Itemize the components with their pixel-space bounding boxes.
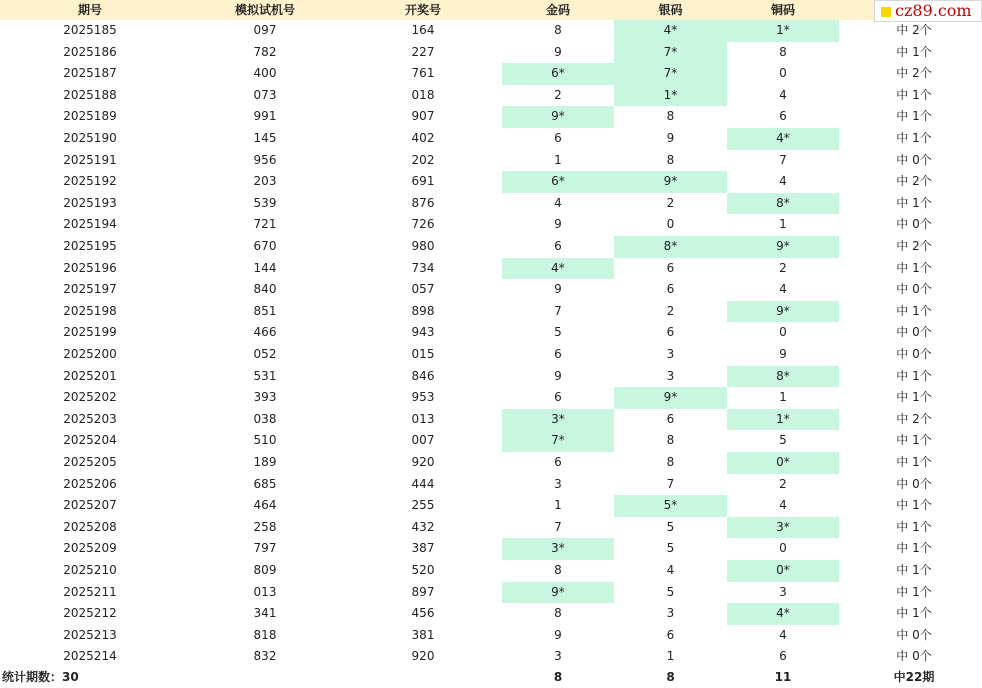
cell-draw-number: 007 (411, 433, 435, 448)
cell-trial-number: 393 (253, 390, 277, 405)
cell-silver: 5 (666, 584, 675, 599)
cell-gold: 8 (554, 606, 562, 621)
cell-bronze: 3 (779, 584, 787, 599)
cell-draw-number: 202 (411, 152, 435, 167)
cell-issue: 2025197 (63, 282, 117, 297)
cell-draw-number: 846 (411, 368, 435, 383)
cell-bronze: 0 (779, 541, 787, 556)
cell-issue: 2025193 (63, 195, 117, 210)
cell-issue: 2025185 (63, 23, 117, 37)
cell-silver: 5 (666, 519, 675, 534)
cell-hits: 中 1个 (896, 368, 932, 383)
cell-silver: 8 (666, 433, 675, 448)
cell-trial-number: 510 (253, 433, 277, 448)
cell-draw-number: 013 (411, 411, 435, 426)
cell-bronze: 0 (779, 66, 787, 81)
table-row (0, 409, 982, 431)
cell-issue: 2025196 (63, 260, 117, 275)
cell-gold: 8 (554, 563, 562, 577)
cell-trial-number: 809 (253, 563, 277, 577)
cell-silver: 3 (666, 606, 675, 621)
cell-draw-number: 920 (411, 649, 435, 664)
cell-issue: 2025198 (63, 303, 117, 318)
cell-issue: 2025187 (63, 66, 117, 81)
cell-silver: 4* (614, 20, 727, 42)
cell-draw-number: 015 (411, 347, 435, 361)
footer-gold-total: 8 (553, 670, 563, 684)
cell-draw-number: 227 (411, 44, 435, 59)
cell-bronze: 9* (727, 301, 839, 323)
cell-gold: 3* (502, 409, 614, 431)
cell-draw-number: 876 (411, 195, 435, 210)
cell-trial-number: 832 (253, 649, 277, 664)
cell-silver: 6 (666, 325, 675, 340)
cell-trial-number: 685 (253, 476, 277, 491)
cell-draw-number: 057 (411, 282, 435, 297)
cell-hits: 中 2个 (896, 239, 932, 253)
cell-trial-number: 782 (253, 44, 277, 59)
cell-hits: 中 1个 (896, 390, 932, 405)
cell-bronze: 9 (779, 347, 787, 361)
cell-hits: 中 1个 (896, 433, 932, 448)
cell-issue: 2025190 (63, 131, 117, 145)
cell-bronze: 0* (727, 452, 839, 474)
table-row (0, 214, 982, 236)
cell-hits: 中 1个 (896, 541, 932, 556)
cell-hits: 中 1个 (896, 195, 932, 210)
cell-gold: 7* (502, 430, 614, 452)
cell-gold: 9 (554, 368, 562, 383)
cell-silver: 6 (666, 282, 675, 297)
cell-hits: 中 0个 (896, 217, 932, 232)
cell-gold: 7 (554, 303, 562, 318)
cell-bronze: 1* (727, 409, 839, 431)
table-row (0, 128, 982, 150)
cell-gold: 6* (502, 63, 614, 85)
cell-bronze: 4* (727, 128, 839, 150)
cell-issue: 2025202 (63, 390, 117, 405)
table-row (0, 279, 982, 301)
cell-hits: 中 1个 (896, 87, 932, 102)
cell-silver: 2 (666, 303, 675, 318)
cell-draw-number: 953 (411, 390, 435, 405)
cell-silver: 7 (666, 476, 675, 491)
cell-draw-number: 444 (411, 476, 435, 491)
cell-silver: 6 (666, 260, 675, 275)
cell-trial-number: 073 (253, 87, 277, 102)
cell-gold: 6* (502, 171, 614, 193)
table-row (0, 366, 982, 388)
cell-issue: 2025191 (63, 152, 117, 167)
cell-draw-number: 761 (411, 66, 435, 81)
cell-hits: 中 1个 (896, 606, 932, 621)
cell-hits: 中 1个 (896, 498, 932, 513)
cell-hits: 中 1个 (896, 109, 932, 124)
cell-draw-number: 943 (411, 325, 435, 340)
logo-square-icon (881, 7, 891, 17)
footer-count-label: 统计期数：30 (2, 670, 79, 684)
cell-gold: 1 (554, 498, 562, 513)
cell-trial-number: 203 (253, 174, 277, 189)
cell-hits: 中 0个 (896, 649, 932, 664)
cell-gold: 6 (554, 455, 562, 469)
header-bronze: 铜码 (770, 3, 795, 17)
cell-bronze: 2 (779, 260, 787, 275)
cell-gold: 9 (554, 282, 562, 297)
cell-gold: 6 (554, 390, 562, 405)
cell-silver: 8 (666, 109, 675, 124)
cell-bronze: 4 (779, 627, 787, 642)
cell-trial-number: 991 (253, 109, 277, 124)
cell-hits: 中 0个 (896, 627, 932, 642)
cell-bronze: 1 (779, 390, 787, 405)
cell-silver: 9* (614, 387, 727, 409)
cell-issue: 2025214 (63, 649, 117, 664)
cell-silver: 1* (614, 85, 727, 107)
cell-draw-number: 164 (411, 23, 435, 37)
cell-gold: 9* (502, 582, 614, 604)
cell-bronze: 8* (727, 193, 839, 215)
cell-trial-number: 097 (253, 23, 277, 37)
table-row (0, 236, 982, 258)
cell-trial-number: 539 (253, 195, 277, 210)
cell-silver: 8 (666, 152, 675, 167)
cell-silver: 1 (666, 649, 675, 664)
cell-bronze: 9* (727, 236, 839, 258)
cell-draw-number: 920 (411, 455, 435, 469)
cell-silver: 8 (666, 455, 675, 469)
cell-gold: 9 (554, 44, 562, 59)
table-row (0, 20, 982, 42)
table-row (0, 474, 982, 496)
cell-trial-number: 466 (253, 325, 277, 340)
cell-hits: 中 0个 (896, 282, 932, 297)
cell-hits: 中 1个 (896, 131, 932, 145)
cell-draw-number: 897 (411, 584, 435, 599)
cell-issue: 2025210 (63, 563, 117, 577)
cell-hits: 中 1个 (896, 563, 932, 577)
cell-trial-number: 464 (253, 498, 277, 513)
cell-gold: 8 (554, 23, 562, 37)
cell-silver: 4 (666, 563, 675, 577)
cell-hits: 中 1个 (896, 519, 932, 534)
cell-issue: 2025211 (63, 584, 117, 599)
cell-silver: 7* (614, 42, 727, 64)
cell-draw-number: 907 (411, 109, 435, 124)
cell-trial-number: 721 (253, 217, 277, 232)
cell-draw-number: 432 (411, 519, 435, 534)
cell-hits: 中 0个 (896, 476, 932, 491)
table-row (0, 603, 982, 625)
cell-gold: 6 (554, 347, 562, 361)
cell-trial-number: 038 (253, 411, 277, 426)
cell-hits: 中 2个 (896, 411, 932, 426)
table-row (0, 517, 982, 539)
table-row (0, 582, 982, 604)
cell-trial-number: 818 (253, 627, 277, 642)
cell-bronze: 7 (779, 152, 787, 167)
cell-issue: 2025192 (63, 174, 117, 189)
cell-gold: 6 (554, 131, 562, 145)
table-row (0, 452, 982, 474)
cell-issue: 2025204 (63, 433, 117, 448)
cell-bronze: 8* (727, 366, 839, 388)
cell-hits: 中 1个 (896, 584, 932, 599)
cell-issue: 2025195 (63, 239, 117, 253)
cell-silver: 0 (666, 217, 675, 232)
cell-issue: 2025212 (63, 606, 117, 621)
cell-trial-number: 341 (253, 606, 277, 621)
cell-draw-number: 456 (411, 606, 435, 621)
footer-hits-total: 中22期 (893, 670, 935, 684)
table-row (0, 42, 982, 64)
table-row (0, 63, 982, 85)
cell-issue: 2025208 (63, 519, 117, 534)
cell-silver: 3 (666, 368, 675, 383)
cell-draw-number: 255 (411, 498, 435, 513)
cell-bronze: 6 (779, 649, 787, 664)
cell-trial-number: 670 (253, 239, 277, 253)
cell-gold: 3* (502, 538, 614, 560)
cell-hits: 中 0个 (896, 152, 932, 167)
site-logo[interactable] (874, 0, 982, 22)
table-row (0, 538, 982, 560)
cell-silver: 5* (614, 495, 727, 517)
cell-draw-number: 691 (411, 174, 435, 189)
cell-bronze: 3* (727, 517, 839, 539)
cell-bronze: 4 (779, 282, 787, 297)
cell-bronze: 1* (727, 20, 839, 42)
table-row (0, 625, 982, 647)
header-draw-number: 开奖号 (404, 3, 441, 17)
cell-draw-number: 726 (411, 217, 435, 232)
logo-text: cz89.com (895, 1, 972, 20)
cell-trial-number: 956 (253, 152, 277, 167)
cell-draw-number: 018 (411, 87, 435, 102)
cell-issue: 2025200 (63, 347, 117, 361)
table-row (0, 560, 982, 582)
cell-trial-number: 840 (253, 282, 277, 297)
cell-issue: 2025203 (63, 411, 117, 426)
cell-gold: 7 (554, 519, 562, 534)
cell-draw-number: 520 (411, 563, 435, 577)
cell-issue: 2025201 (63, 368, 117, 383)
cell-draw-number: 387 (411, 541, 435, 556)
table-row (0, 85, 982, 107)
cell-draw-number: 898 (411, 303, 435, 318)
cell-trial-number: 851 (253, 303, 277, 318)
cell-hits: 中 2个 (896, 23, 932, 37)
cell-hits: 中 0个 (896, 325, 932, 340)
cell-gold: 1 (554, 152, 562, 167)
footer-silver-total: 8 (666, 670, 675, 684)
cell-issue: 2025199 (63, 325, 117, 340)
cell-gold: 6 (554, 239, 562, 253)
cell-bronze: 5 (779, 433, 787, 448)
cell-gold: 9 (554, 627, 562, 642)
table-row (0, 150, 982, 172)
cell-gold: 4* (502, 258, 614, 280)
cell-bronze: 0* (727, 560, 839, 582)
cell-issue: 2025188 (63, 87, 117, 102)
cell-issue: 2025186 (63, 44, 117, 59)
cell-issue: 2025194 (63, 217, 117, 232)
cell-bronze: 4 (779, 87, 787, 102)
cell-issue: 2025206 (63, 476, 117, 491)
cell-hits: 中 1个 (896, 260, 932, 275)
table-row (0, 171, 982, 193)
cell-issue: 2025189 (63, 109, 117, 124)
cell-bronze: 4 (779, 174, 787, 189)
cell-gold: 9 (554, 217, 562, 232)
table-row (0, 646, 982, 668)
cell-gold: 5 (554, 325, 562, 340)
cell-gold: 4 (554, 195, 562, 210)
cell-trial-number: 189 (253, 455, 277, 469)
cell-bronze: 1 (779, 217, 787, 232)
cell-hits: 中 2个 (896, 66, 932, 81)
cell-silver: 6 (666, 411, 675, 426)
table-row (0, 495, 982, 517)
table-row (0, 193, 982, 215)
cell-hits: 中 0个 (896, 347, 932, 361)
table-row (0, 387, 982, 409)
cell-trial-number: 400 (253, 66, 277, 81)
cell-silver: 6 (666, 627, 675, 642)
table-row (0, 344, 982, 366)
table-header (0, 0, 982, 20)
cell-silver: 7* (614, 63, 727, 85)
cell-draw-number: 980 (411, 239, 435, 253)
cell-bronze: 2 (779, 476, 787, 491)
cell-bronze: 4* (727, 603, 839, 625)
cell-hits: 中 2个 (896, 174, 932, 189)
table-footer (0, 667, 982, 688)
cell-silver: 9 (666, 131, 675, 145)
cell-bronze: 4 (779, 498, 787, 513)
header-silver: 银码 (658, 3, 683, 17)
header-issue: 期号 (77, 3, 102, 17)
cell-hits: 中 1个 (896, 44, 932, 59)
cell-draw-number: 381 (411, 627, 435, 642)
cell-gold: 3 (554, 476, 562, 491)
header-trial-number: 模拟试机号 (234, 3, 295, 17)
cell-trial-number: 013 (253, 584, 277, 599)
cell-issue: 2025205 (63, 455, 117, 469)
cell-issue: 2025209 (63, 541, 117, 556)
cell-silver: 8* (614, 236, 727, 258)
cell-trial-number: 052 (253, 347, 277, 361)
table-row (0, 106, 982, 128)
header-gold: 金码 (545, 3, 570, 17)
cell-trial-number: 144 (253, 260, 277, 275)
cell-issue: 2025207 (63, 498, 117, 513)
cell-trial-number: 258 (253, 519, 277, 534)
cell-hits: 中 1个 (896, 455, 932, 469)
footer-bronze-total: 11 (774, 670, 792, 684)
cell-hits: 中 1个 (896, 303, 932, 318)
cell-bronze: 6 (779, 109, 787, 124)
cell-trial-number: 531 (253, 368, 277, 383)
cell-silver: 2 (666, 195, 675, 210)
cell-draw-number: 402 (411, 131, 435, 145)
cell-trial-number: 145 (253, 131, 277, 145)
cell-gold: 3 (554, 649, 562, 664)
cell-issue: 2025213 (63, 627, 117, 642)
cell-gold: 9* (502, 106, 614, 128)
table-row (0, 301, 982, 323)
cell-gold: 2 (554, 87, 562, 102)
table-row (0, 322, 982, 344)
cell-bronze: 0 (779, 325, 787, 340)
cell-bronze: 8 (779, 44, 787, 59)
table-row (0, 258, 982, 280)
cell-trial-number: 797 (253, 541, 277, 556)
table-row (0, 430, 982, 452)
cell-draw-number: 734 (411, 260, 435, 275)
cell-silver: 3 (666, 347, 675, 361)
cell-silver: 9* (614, 171, 727, 193)
cell-silver: 5 (666, 541, 675, 556)
